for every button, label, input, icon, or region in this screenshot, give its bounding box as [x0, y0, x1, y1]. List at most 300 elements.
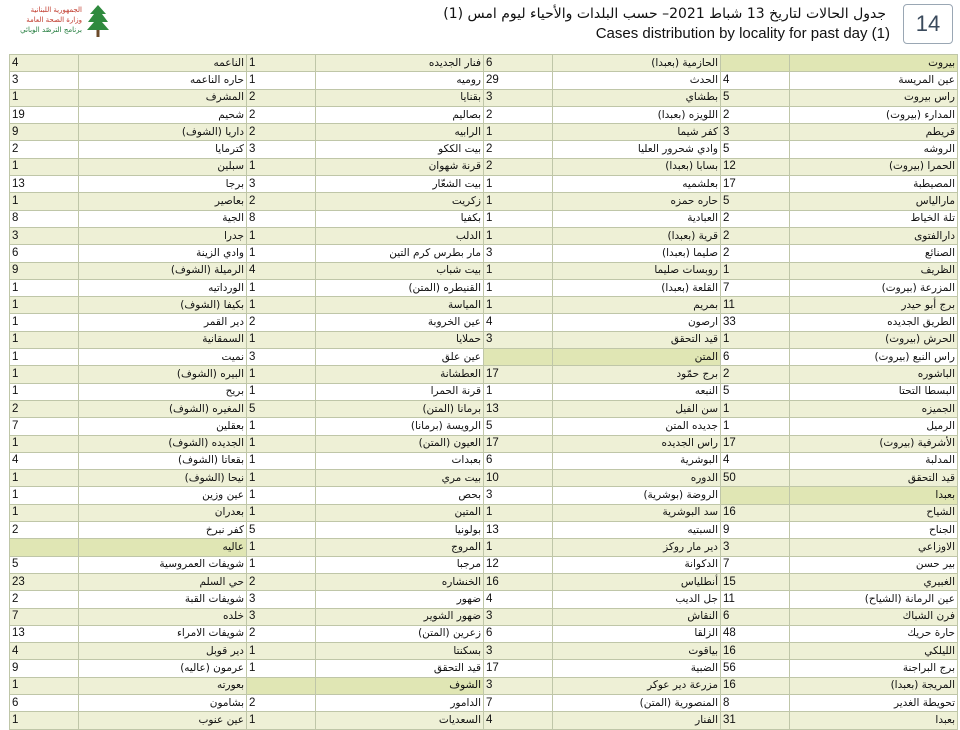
- case-count-cell: 4: [10, 643, 79, 660]
- case-count-cell: 2: [10, 400, 79, 417]
- locality-name-cell: ارصون: [553, 314, 721, 331]
- locality-name-cell: الجميزه: [790, 400, 958, 417]
- locality-name-cell: الغبيري: [790, 573, 958, 590]
- case-count-cell: 1: [247, 712, 316, 729]
- table-row: [10, 694, 958, 711]
- case-count-cell: 4: [721, 72, 790, 89]
- case-count-cell: 2: [10, 522, 79, 539]
- locality-name-cell: قرنة شهوان: [316, 158, 484, 175]
- locality-name-cell: حملايا: [316, 331, 484, 348]
- case-count-cell: 9: [10, 262, 79, 279]
- case-count-cell: 1: [10, 677, 79, 694]
- case-count-cell: 8: [721, 694, 790, 711]
- table-row: [10, 504, 958, 521]
- locality-name-cell: دارالفتوى: [790, 227, 958, 244]
- case-count-cell: 3: [721, 124, 790, 141]
- locality-name-cell: جدرا: [79, 227, 247, 244]
- case-count-cell: 4: [10, 55, 79, 72]
- locality-name-cell: بعبدات: [316, 452, 484, 469]
- case-count-cell: 3: [247, 608, 316, 625]
- locality-name-cell: بعبدا: [790, 712, 958, 729]
- case-count-cell: 1: [247, 660, 316, 677]
- locality-name-cell: المزرعة (بيروت): [790, 279, 958, 296]
- locality-name-cell: الدوره: [553, 470, 721, 487]
- table-row: [10, 677, 958, 694]
- cedar-icon: [86, 4, 110, 38]
- case-count-cell: 3: [484, 487, 553, 504]
- case-count-cell: 7: [721, 279, 790, 296]
- case-count-cell: 11: [721, 297, 790, 314]
- locality-name-cell: كفر نبرخ: [79, 522, 247, 539]
- case-count-cell: 1: [10, 158, 79, 175]
- case-count-cell: 2: [721, 227, 790, 244]
- case-count-cell: 3: [484, 245, 553, 262]
- case-count-cell: 2: [484, 141, 553, 158]
- case-count-cell: 1: [247, 435, 316, 452]
- locality-name-cell: الضبية: [553, 660, 721, 677]
- locality-name-cell: شويفات الامراء: [79, 625, 247, 642]
- case-count-cell: 17: [484, 366, 553, 383]
- locality-name-cell: حاره الناعمه: [79, 72, 247, 89]
- case-count-cell: 1: [247, 383, 316, 400]
- locality-name-cell: نيحا (الشوف): [79, 470, 247, 487]
- table-row: [10, 608, 958, 625]
- case-count-cell: 1: [721, 400, 790, 417]
- case-count-cell: 2: [247, 625, 316, 642]
- locality-name-cell: المروج: [316, 539, 484, 556]
- case-count-cell: 2: [721, 210, 790, 227]
- case-count-cell: 1: [247, 452, 316, 469]
- case-count-cell: 1: [484, 176, 553, 193]
- case-count-cell: 29: [484, 72, 553, 89]
- case-count-cell: 3: [484, 89, 553, 106]
- case-count-cell: 2: [247, 124, 316, 141]
- case-count-cell: 3: [484, 608, 553, 625]
- locality-name-cell: قرية (بعبدا): [553, 227, 721, 244]
- case-count-cell: 2: [721, 245, 790, 262]
- table-row: [10, 522, 958, 539]
- locality-name-cell: قيد التحقق: [790, 470, 958, 487]
- locality-name-cell: مزرعة دير عوكر: [553, 677, 721, 694]
- case-count-cell: 2: [247, 193, 316, 210]
- case-count-cell: 4: [721, 452, 790, 469]
- case-count-cell: 16: [721, 677, 790, 694]
- locality-name-cell: العبادية: [553, 210, 721, 227]
- locality-name-cell: تحويطة الغدير: [790, 694, 958, 711]
- case-count-cell: [721, 487, 790, 504]
- locality-name-cell: بعقلين: [79, 418, 247, 435]
- case-count-cell: 10: [484, 470, 553, 487]
- case-count-cell: 4: [484, 591, 553, 608]
- locality-name-cell: راس بيروت: [790, 89, 958, 106]
- locality-name-cell: المصيطبة: [790, 176, 958, 193]
- case-count-cell: 2: [247, 573, 316, 590]
- case-count-cell: 1: [247, 556, 316, 573]
- locality-name-cell: بشامون: [79, 694, 247, 711]
- locality-name-cell: عاليه: [79, 539, 247, 556]
- table-row: [10, 72, 958, 89]
- case-count-cell: 1: [10, 279, 79, 296]
- case-count-cell: 13: [10, 176, 79, 193]
- locality-name-cell: الورداتيه: [79, 279, 247, 296]
- case-count-cell: 1: [10, 383, 79, 400]
- case-count-cell: 1: [10, 470, 79, 487]
- case-count-cell: 3: [247, 176, 316, 193]
- locality-name-cell: سن الفيل: [553, 400, 721, 417]
- locality-name-cell: المدلبة: [790, 452, 958, 469]
- table-row: [10, 106, 958, 123]
- locality-name-cell: روبسات صليما: [553, 262, 721, 279]
- table-row: [10, 712, 958, 729]
- case-count-cell: 1: [10, 297, 79, 314]
- locality-name-cell: مرجبا: [316, 556, 484, 573]
- locality-name-cell: قيد التحقق: [553, 331, 721, 348]
- locality-name-cell: عين علق: [316, 349, 484, 366]
- table-row: [10, 418, 958, 435]
- case-count-cell: 13: [484, 400, 553, 417]
- locality-name-cell: وادي الزينة: [79, 245, 247, 262]
- page-header: [0, 0, 960, 52]
- locality-name-cell: السبتيه: [553, 522, 721, 539]
- case-count-cell: 1: [484, 297, 553, 314]
- locality-name-cell: المنصورية (المتن): [553, 694, 721, 711]
- locality-name-cell: سد البوشرية: [553, 504, 721, 521]
- table-row: [10, 245, 958, 262]
- case-count-cell: 3: [247, 141, 316, 158]
- locality-name-cell: الحمرا (بيروت): [790, 158, 958, 175]
- locality-name-cell: بولونيا: [316, 522, 484, 539]
- case-count-cell: 33: [721, 314, 790, 331]
- table-row: [10, 158, 958, 175]
- case-count-cell: 3: [484, 331, 553, 348]
- case-count-cell: 11: [721, 591, 790, 608]
- case-count-cell: 1: [247, 55, 316, 72]
- case-count-cell: 5: [721, 383, 790, 400]
- case-count-cell: 1: [247, 158, 316, 175]
- case-count-cell: 8: [247, 210, 316, 227]
- locality-name-cell: الجديده (الشوف): [79, 435, 247, 452]
- locality-name-cell: كفر شيما: [553, 124, 721, 141]
- case-count-cell: 7: [10, 418, 79, 435]
- locality-name-cell: حاره حمزه: [553, 193, 721, 210]
- locality-name-cell: البيره (الشوف): [79, 366, 247, 383]
- locality-name-cell: بسكنتا: [316, 643, 484, 660]
- case-count-cell: 3: [10, 227, 79, 244]
- case-count-cell: 9: [10, 124, 79, 141]
- case-count-cell: 16: [721, 643, 790, 660]
- locality-name-cell: بحص: [316, 487, 484, 504]
- case-count-cell: [10, 539, 79, 556]
- locality-name-cell: ضهور: [316, 591, 484, 608]
- locality-name-cell: الرويسة (برمانا): [316, 418, 484, 435]
- case-count-cell: 1: [247, 331, 316, 348]
- case-count-cell: 1: [10, 89, 79, 106]
- locality-name-cell: بصاليم: [316, 106, 484, 123]
- locality-name-cell: الأشرفية (بيروت): [790, 435, 958, 452]
- locality-name-cell: برمانا (المتن): [316, 400, 484, 417]
- locality-name-cell: ضهور الشوير: [316, 608, 484, 625]
- locality-name-cell: بعاصير: [79, 193, 247, 210]
- table-row: [10, 591, 958, 608]
- locality-name-cell: الجية: [79, 210, 247, 227]
- locality-name-cell: فنار الجديده: [316, 55, 484, 72]
- case-count-cell: 6: [10, 245, 79, 262]
- case-count-cell: 5: [10, 556, 79, 573]
- case-count-cell: 15: [721, 573, 790, 590]
- case-count-cell: 1: [10, 504, 79, 521]
- locality-name-cell: عرمون (عاليه): [79, 660, 247, 677]
- locality-name-cell: الدلب: [316, 227, 484, 244]
- locality-name-cell: البسطا التحتا: [790, 383, 958, 400]
- locality-name-cell: بمريم: [553, 297, 721, 314]
- locality-name-cell: شحيم: [79, 106, 247, 123]
- case-count-cell: 1: [247, 366, 316, 383]
- table-row: [10, 400, 958, 417]
- case-count-cell: 6: [484, 55, 553, 72]
- case-count-cell: 2: [247, 314, 316, 331]
- locality-name-cell: عين المريسة: [790, 72, 958, 89]
- case-count-cell: 1: [10, 366, 79, 383]
- table-row: [10, 573, 958, 590]
- locality-name-cell: بيت الشعّار: [316, 176, 484, 193]
- table-row: [10, 141, 958, 158]
- locality-name-cell: وادي شحرور العليا: [553, 141, 721, 158]
- case-count-cell: 2: [247, 106, 316, 123]
- case-count-cell: 16: [721, 504, 790, 521]
- locality-name-cell: بيت شباب: [316, 262, 484, 279]
- case-count-cell: 1: [247, 245, 316, 262]
- locality-name-cell: أنطلياس: [553, 573, 721, 590]
- table-row: [10, 470, 958, 487]
- case-count-cell: 3: [484, 643, 553, 660]
- case-count-cell: 12: [721, 158, 790, 175]
- locality-name-cell: المتن: [553, 349, 721, 366]
- case-count-cell: 9: [721, 522, 790, 539]
- table-row: [10, 487, 958, 504]
- locality-name-cell: السمقانية: [79, 331, 247, 348]
- case-count-cell: [484, 349, 553, 366]
- table-row: [10, 279, 958, 296]
- locality-name-cell: بعدران: [79, 504, 247, 521]
- table-row: [10, 452, 958, 469]
- case-count-cell: 17: [721, 176, 790, 193]
- case-count-cell: 1: [247, 418, 316, 435]
- locality-name-cell: روميه: [316, 72, 484, 89]
- table-row: [10, 556, 958, 573]
- locality-name-cell: راس الجديده: [553, 435, 721, 452]
- case-count-cell: 1: [247, 487, 316, 504]
- locality-name-cell: بعلشميه: [553, 176, 721, 193]
- case-count-cell: 1: [10, 435, 79, 452]
- locality-name-cell: الليلكي: [790, 643, 958, 660]
- case-count-cell: 48: [721, 625, 790, 642]
- locality-name-cell: المريجة (بعبدا): [790, 677, 958, 694]
- case-count-cell: 1: [484, 227, 553, 244]
- case-count-cell: 4: [484, 712, 553, 729]
- locality-name-cell: بير حسن: [790, 556, 958, 573]
- locality-name-cell: عين الخروبة: [316, 314, 484, 331]
- case-count-cell: 2: [484, 106, 553, 123]
- ministry-logo: [8, 2, 108, 42]
- case-count-cell: 19: [10, 106, 79, 123]
- case-count-cell: 1: [721, 331, 790, 348]
- locality-name-cell: النقاش: [553, 608, 721, 625]
- page-title-english: Cases distribution by locality for past day (1): [595, 25, 890, 42]
- page-title-arabic: جدول الحالات لتاريخ 13 شباط 2021– حسب البلدات والأحياء ليوم امس (1): [443, 6, 886, 22]
- table-row: [10, 366, 958, 383]
- case-count-cell: 1: [484, 539, 553, 556]
- locality-name-cell: بطشاي: [553, 89, 721, 106]
- locality-name-cell: بياقوت: [553, 643, 721, 660]
- case-count-cell: 12: [484, 556, 553, 573]
- table-row: [10, 55, 958, 72]
- case-count-cell: 6: [484, 452, 553, 469]
- table-row: [10, 349, 958, 366]
- locality-name-cell: الحدث: [553, 72, 721, 89]
- locality-name-cell: المتين: [316, 504, 484, 521]
- case-count-cell: 9: [10, 660, 79, 677]
- locality-name-cell: شويفات العمروسية: [79, 556, 247, 573]
- locality-name-cell: المدارء (بيروت): [790, 106, 958, 123]
- case-count-cell: 4: [247, 262, 316, 279]
- locality-name-cell: الصنائع: [790, 245, 958, 262]
- case-count-cell: 16: [484, 573, 553, 590]
- locality-name-cell: بعبدا: [790, 487, 958, 504]
- case-count-cell: 13: [10, 625, 79, 642]
- table-row: [10, 625, 958, 642]
- table-row: [10, 435, 958, 452]
- locality-name-cell: الشياح: [790, 504, 958, 521]
- case-count-cell: [247, 677, 316, 694]
- locality-name-cell: الرابيه: [316, 124, 484, 141]
- locality-name-cell: بعورته: [79, 677, 247, 694]
- locality-name-cell: سبلين: [79, 158, 247, 175]
- locality-name-cell: مار بطرس كرم التين: [316, 245, 484, 262]
- locality-name-cell: حي السلم: [79, 573, 247, 590]
- ministry-logo-text: [14, 5, 82, 35]
- case-count-cell: 5: [721, 89, 790, 106]
- locality-name-cell: الحرش (بيروت): [790, 331, 958, 348]
- case-count-cell: 1: [247, 279, 316, 296]
- table-row: [10, 643, 958, 660]
- case-count-cell: 2: [721, 106, 790, 123]
- case-count-cell: 1: [247, 72, 316, 89]
- locality-name-cell: قريطم: [790, 124, 958, 141]
- case-count-cell: 1: [10, 314, 79, 331]
- locality-name-cell: القلعة (بعبدا): [553, 279, 721, 296]
- locality-name-cell: السعديات: [316, 712, 484, 729]
- case-count-cell: 1: [484, 504, 553, 521]
- locality-name-cell: بقنايا: [316, 89, 484, 106]
- case-count-cell: 1: [721, 418, 790, 435]
- locality-name-cell: حارة حريك: [790, 625, 958, 642]
- table-row: [10, 314, 958, 331]
- locality-name-cell: زعرين (المتن): [316, 625, 484, 642]
- case-count-cell: 50: [721, 470, 790, 487]
- locality-name-cell: الرميلة (الشوف): [79, 262, 247, 279]
- case-count-cell: 2: [247, 89, 316, 106]
- case-count-cell: 6: [10, 694, 79, 711]
- case-count-cell: 1: [10, 487, 79, 504]
- locality-name-cell: دير مار روكز: [553, 539, 721, 556]
- logo-line-2: وزارة الصحة العامة: [26, 16, 82, 24]
- locality-name-cell: الزلقا: [553, 625, 721, 642]
- locality-name-cell: الفنار: [553, 712, 721, 729]
- locality-name-cell: مارالياس: [790, 193, 958, 210]
- case-count-cell: 5: [721, 141, 790, 158]
- cases-table-body: [10, 55, 958, 730]
- locality-name-cell: نميت: [79, 349, 247, 366]
- case-count-cell: 6: [721, 349, 790, 366]
- locality-name-cell: المغيره (الشوف): [79, 400, 247, 417]
- case-count-cell: 1: [10, 331, 79, 348]
- locality-name-cell: الباشوره: [790, 366, 958, 383]
- locality-name-cell: الدامور: [316, 694, 484, 711]
- table-row: [10, 124, 958, 141]
- locality-name-cell: بسابا (بعبدا): [553, 158, 721, 175]
- case-count-cell: 1: [247, 227, 316, 244]
- locality-name-cell: بكفيا: [316, 210, 484, 227]
- case-count-cell: [721, 55, 790, 72]
- locality-name-cell: قيد التحقق: [316, 660, 484, 677]
- case-count-cell: 7: [484, 694, 553, 711]
- locality-name-cell: النبعه: [553, 383, 721, 400]
- page-number: 14: [903, 4, 953, 44]
- case-count-cell: 23: [10, 573, 79, 590]
- locality-name-cell: الطريق الجديده: [790, 314, 958, 331]
- locality-name-cell: المياسة: [316, 297, 484, 314]
- locality-name-cell: بقعاتا (الشوف): [79, 452, 247, 469]
- table-row: [10, 539, 958, 556]
- locality-name-cell: العيون (المتن): [316, 435, 484, 452]
- logo-line-3: برنامج الترصّد الوبائي: [20, 26, 82, 34]
- case-count-cell: 1: [484, 383, 553, 400]
- case-count-cell: 3: [247, 349, 316, 366]
- locality-name-cell: الخنشاره: [316, 573, 484, 590]
- case-count-cell: 1: [247, 539, 316, 556]
- table-row: [10, 89, 958, 106]
- case-count-cell: 17: [484, 660, 553, 677]
- locality-name-cell: المشرف: [79, 89, 247, 106]
- locality-name-cell: شويفات القبة: [79, 591, 247, 608]
- case-count-cell: 7: [721, 556, 790, 573]
- table-row: [10, 210, 958, 227]
- locality-name-cell: القنيطره (المتن): [316, 279, 484, 296]
- locality-name-cell: خلده: [79, 608, 247, 625]
- table-row: [10, 660, 958, 677]
- locality-name-cell: الروشه: [790, 141, 958, 158]
- case-count-cell: 1: [721, 262, 790, 279]
- case-count-cell: 1: [247, 504, 316, 521]
- locality-name-cell: صليما (بعبدا): [553, 245, 721, 262]
- locality-name-cell: اللويزه (بعبدا): [553, 106, 721, 123]
- case-count-cell: 2: [484, 158, 553, 175]
- case-count-cell: 8: [10, 210, 79, 227]
- locality-name-cell: الرميل: [790, 418, 958, 435]
- locality-name-cell: عين الرمانة (الشياح): [790, 591, 958, 608]
- locality-name-cell: راس النبع (بيروت): [790, 349, 958, 366]
- case-count-cell: 4: [484, 314, 553, 331]
- locality-name-cell: بيت مري: [316, 470, 484, 487]
- locality-name-cell: البوشرية: [553, 452, 721, 469]
- case-count-cell: 1: [484, 279, 553, 296]
- case-count-cell: 7: [10, 608, 79, 625]
- case-count-cell: 5: [721, 193, 790, 210]
- locality-name-cell: العطشانة: [316, 366, 484, 383]
- case-count-cell: 1: [10, 193, 79, 210]
- case-count-cell: 3: [10, 72, 79, 89]
- table-row: [10, 193, 958, 210]
